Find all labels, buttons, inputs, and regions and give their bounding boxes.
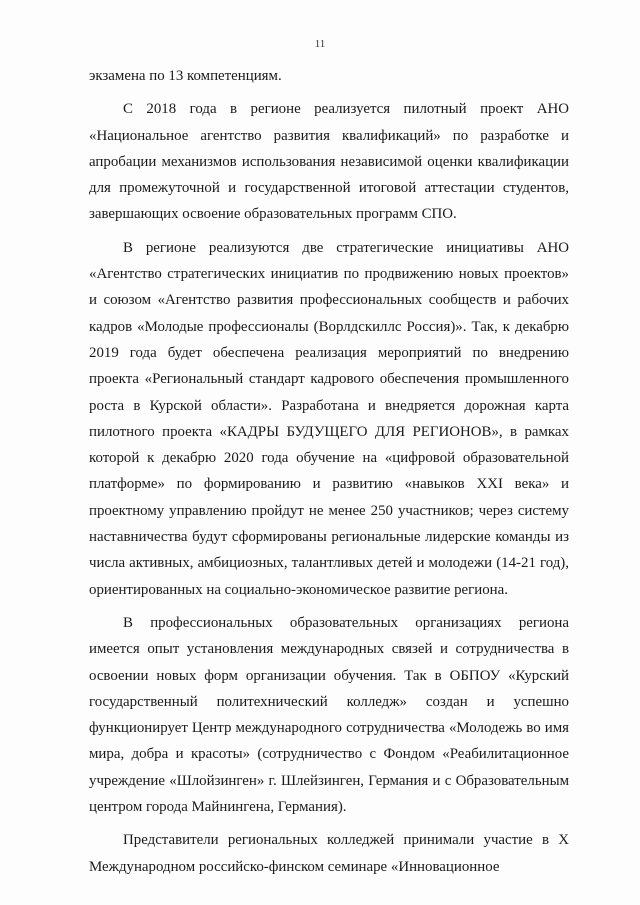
paragraph-international-cooperation: В профессиональных образовательных организациях региона имеется опыт установления международных связей и сотрудничества в освоении новых форм организации обучения. Так в ОБПОУ «Курский государственный политехнический колледж» создан и успешно функционирует Центр международного сотрудничества «Молодежь во имя мира, добра и красоты» (сотрудничество с Фондом «Реабилитационное учреждение «Шлойзинген» г. Шлейзинген, Германия и с Образовательным центром города Майнингена, Германия). xyxy=(89,614,569,816)
paragraph-seminar: Представители региональных колледжей принимали участие в X Международном российско-финском семинаре «Инновационное xyxy=(89,832,569,875)
page-number: 11 xyxy=(314,38,326,50)
body-text xyxy=(89,63,569,880)
paragraph-strategic-initiatives: В регионе реализуются две стратегические инициативы АНО «Агентство стратегических инициатив по продвижению новых проектов» и союзом «Агентство развития профессиональных сообществ и рабочих кадров «Молодые профессионалы (Ворлдскиллс Россия)». Так, к декабрю 2019 года будет обеспечена реализация мероприятий по внедрению проекта «Региональный стандарт кадрового обеспечения промышленного роста в Курской области». Разработана и внедряется дорожная карта пилотного проекта «КАДРЫ БУДУЩЕГО ДЛЯ РЕГИОНОВ», в рамках которой к декабрю 2020 года обучение на «цифровой образовательной платформе» по формированию и развитию «навыков XXI века» и проектному управлению пройдут не менее 250 участников; через систему наставничества будут сформированы региональные лидерские команды из числа активных, амбициозных, талантливых детей и молодежи (14-21 год), ориентированных на социально-экономическое развитие региона. xyxy=(89,239,569,598)
paragraph-continuation: экзамена по 13 компетенциям. xyxy=(89,68,282,84)
paragraph-pilot-project: С 2018 года в регионе реализуется пилотный проект АНО «Национальное агентство развития квалификаций» по разработке и апробации механизмов использования независимой оценки квалификации для промежуточной и государственной итоговой аттестации студентов, завершающих освоение образовательных программ СПО. xyxy=(89,101,569,223)
